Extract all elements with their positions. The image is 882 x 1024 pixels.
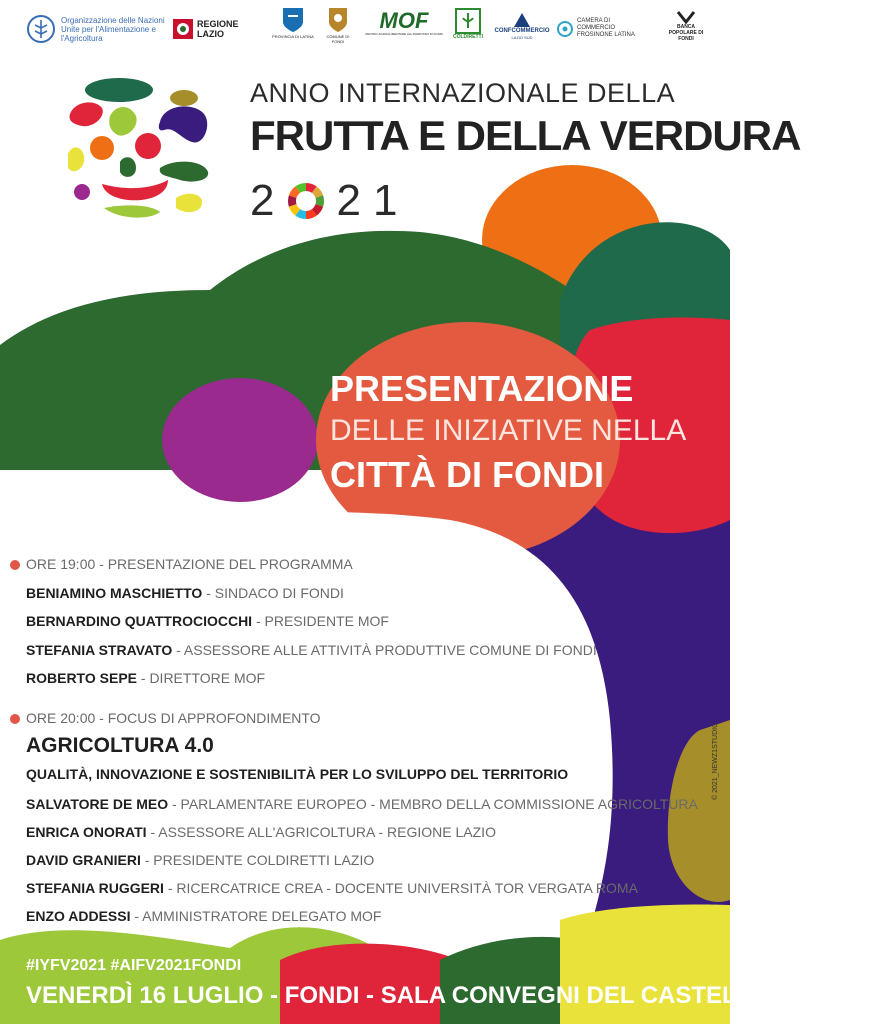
speaker-row [26,670,265,686]
mof-logo [362,10,446,36]
bullet-icon [10,714,20,724]
coldiretti-text: COLDIRETTI [453,34,483,40]
speaker-name: ENRICA ONORATI [26,824,147,840]
speaker-role: - DIRETTORE MOF [137,670,266,686]
headline-line-2: DELLE INIZIATIVE NELLA [330,414,687,447]
regione-text: REGIONE LAZIO [197,19,239,39]
hashtags: #IYFV2021 #AIFV2021FONDI [26,957,242,974]
programma-time [10,556,353,572]
comune-text: COMUNE DI FONDI [326,34,350,44]
provincia-crest-icon [280,6,306,34]
bullet-icon [10,560,20,570]
speaker-role: - ASSESSORE ALLE ATTIVITÀ PRODUTTIVE COMUNE DI FONDI [172,642,597,658]
speaker-name: DAVID GRANIERI [26,852,141,868]
focus-title: AGRICOLTURA 4.0 [26,734,214,757]
speaker-name: ROBERTO SEPE [26,670,137,686]
speaker-row [26,613,389,629]
speaker-name: BERNARDINO QUATTROCIOCCHI [26,613,253,629]
title-year [250,176,409,226]
focus-time [10,710,321,726]
speaker-row [26,880,638,896]
copyright-text: © 2021_NEWZ1STUDIO [712,722,719,800]
speaker-name: ENZO ADDESSI [26,908,131,924]
regione-emblem-icon [172,18,194,40]
sdg-wheel-icon [286,181,326,221]
speaker-name: STEFANIA STRAVATO [26,642,173,658]
programma-time-text: ORE 19:00 - PRESENTAZIONE DEL PROGRAMMA [26,556,353,572]
headline-line-3: CITTÀ DI FONDI [330,454,604,495]
speaker-role: - PARLAMENTARE EUROPEO - MEMBRO DELLA COMMISSIONE AGRICOLTURA [168,796,698,812]
speaker-row [26,908,382,924]
focus-subtitle: QUALITÀ, INNOVAZIONE E SOSTENIBILITÀ PER LO SVILUPPO DEL TERRITORIO [26,766,569,782]
speaker-role: - ASSESSORE ALL'AGRICOLTURA - REGIONE LAZIO [146,824,496,840]
confcommercio-subtext: LAZIO SUD [511,35,533,40]
speaker-row [26,796,698,812]
camera-text: CAMERA DI COMMERCIO FROSINONE LATINA [577,18,635,38]
year-digits-21: 21 [336,176,410,225]
event-date-location: VENERDÌ 16 LUGLIO - FONDI - SALA CONVEGNI DEL CASTELLO CAETANI [26,982,882,1009]
speaker-row [26,852,374,868]
banca-logo [664,10,708,42]
speaker-name: BENIAMINO MASCHIETTO [26,585,203,601]
title-line-1: ANNO INTERNAZIONALE DELLA [250,78,676,108]
speaker-role: - SINDACO DI FONDI [202,585,344,601]
year-digit-2: 2 [250,176,287,225]
provincia-text: PROVINCIA DI LATINA [272,34,314,39]
headline-line-1: PRESENTAZIONE [330,368,634,409]
speaker-role: - PRESIDENTE COLDIRETTI LAZIO [140,852,375,868]
speaker-row [26,642,597,658]
banca-icon [676,10,696,24]
provincia-logo [270,6,316,39]
coldiretti-logo [450,8,486,40]
confcommercio-text: CONFCOMMERCIO [494,28,550,34]
speaker-row [26,585,344,601]
fao-emblem-icon [26,14,56,44]
fao-logo [26,14,173,44]
iyfv-fruit-face-logo [64,76,224,226]
speaker-row [26,824,496,840]
speaker-role: - RICERCATRICE CREA - DOCENTE UNIVERSITÀ TOR VERGATA ROMA [163,880,638,896]
confcommercio-icon [513,12,531,28]
speaker-role: - PRESIDENTE MOF [252,613,389,629]
title-line-2: FRUTTA E DELLA VERDURA [250,112,801,159]
coldiretti-icon [455,8,481,34]
speaker-name: SALVATORE DE MEO [26,796,169,812]
mof-subtext: CENTRO AGROALIMENTARE ALL'INGROSSO DI FONDI [365,32,443,36]
regione-lazio-logo [172,18,239,40]
mof-text: MOF [379,8,429,33]
comune-logo [320,6,356,44]
camera-commercio-icon [556,20,574,38]
speaker-name: STEFANIA RUGGERI [26,880,164,896]
magenta-blob [162,378,318,502]
comune-crest-icon [327,6,349,34]
focus-time-text: ORE 20:00 - FOCUS DI APPROFONDIMENTO [26,710,321,726]
fao-text: Organizzazione delle Nazioni Unite per l'Alimentazione e l'Agricoltura [61,15,165,43]
banca-text: BANCA POPOLARE DI FONDI [668,24,704,42]
confcommercio-logo [493,12,551,40]
camera-commercio-logo [556,18,649,39]
speaker-role: - AMMINISTRATORE DELEGATO MOF [130,908,382,924]
